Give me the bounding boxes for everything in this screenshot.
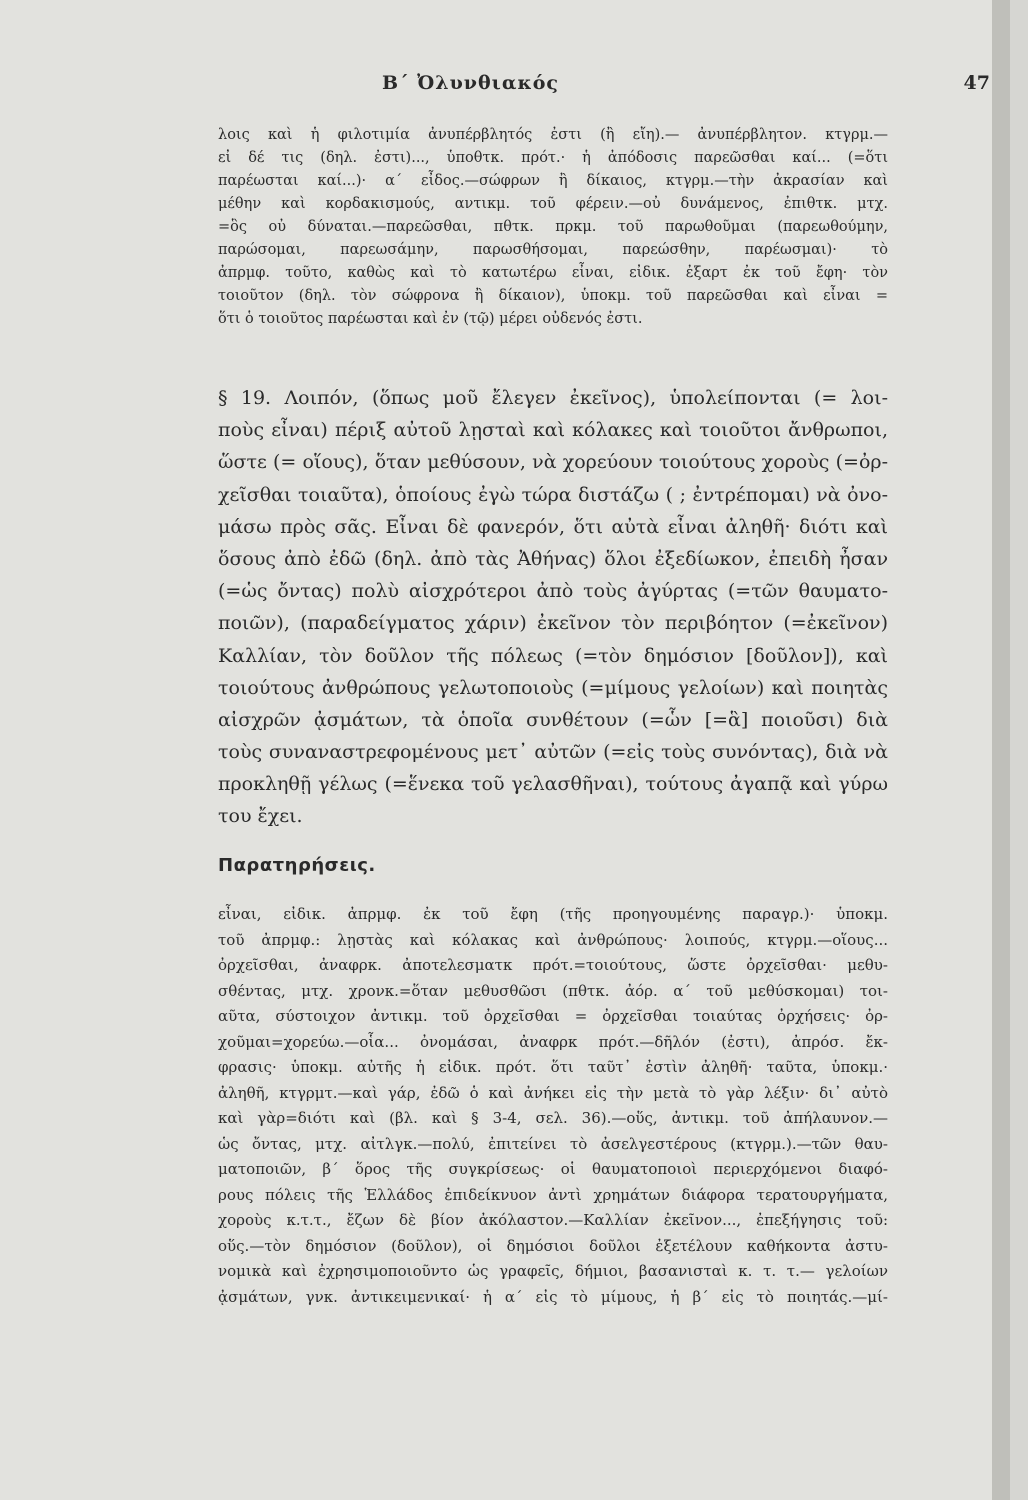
translation-line: μάσω πρὸς σᾶς. Εἶναι δὲ φανερόν, ὅτι αὐτὰ εἶναι ἀληθῆ· διότι καὶ bbox=[218, 515, 888, 538]
notes-line: αῦτα, σύστοιχον ἀντικμ. τοῦ ὀρχεῖσθαι = ὀρχεῖσθαι τοιαύτας ὀρχήσεις· ὀρ- bbox=[218, 1007, 888, 1025]
notes-line: σθέντας, μτχ. χρονκ.=ὅταν μεθυσθῶσι (πθτκ. ἀόρ. α΄ τοῦ μεθύσκομαι) τοι- bbox=[218, 981, 888, 1000]
notes-line: τοῦ ἀπρμφ.: λῃστὰς καὶ κόλακας καὶ ἀνθρώπους· λοιπούς, κτγρμ.—οἵους... bbox=[218, 930, 888, 949]
page-header bbox=[0, 72, 1010, 102]
notes-line: φρασις· ὑποκμ. αὐτῆς ἡ εἰδικ. πρότ. ὅτι ταῦτ᾿ ἐστὶν ἀληθῆ· ταῦτα, ὑποκμ.· bbox=[218, 1058, 888, 1076]
notes-line: εἶναι, εἰδικ. ἀπρμφ. ἐκ τοῦ ἔφη (τῆς προηγουμένης παραγρ.)· ὑποκμ. bbox=[218, 905, 888, 923]
commentary-line: =ὃς οὐ δύναται.—παρεῶσθαι, πθτκ. πρκμ. τοῦ παρωθοῦμαι (παρεωθούμην, bbox=[218, 219, 888, 235]
notes-line: χοῦμαι=χορεύω.—οἷα... ὀνομάσαι, ἀναφρκ πρότ.—δῆλόν (ἐστι), ἀπρόσ. ἔκ- bbox=[218, 1032, 888, 1051]
notes-line: ᾀσμάτων, γνκ. ἀντικειμενικαί· ἡ α΄ εἰς τὸ μίμους, ἡ β΄ εἰς τὸ ποιητάς.—μί- bbox=[218, 1287, 888, 1306]
translation-line: ὅσους ἀπὸ ἐδῶ (δηλ. ἀπὸ τὰς Ἀθήνας) ὅλοι ἐξεδίωκον, ἐπειδὴ ἦσαν bbox=[218, 547, 888, 570]
notes-line: χοροὺς κ.τ.τ., ἔζων δὲ βίον ἀκόλαστον.—Καλλίαν ἐκεῖνον..., ἐπεξήγησις τοῦ: bbox=[218, 1211, 888, 1229]
notes-line: οὕς.—τὸν δημόσιον (δοῦλον), οἱ δημόσιοι δοῦλοι ἐξετέλουν καθήκοντα ἀστυ- bbox=[218, 1236, 888, 1255]
notes-line: καὶ γὰρ=διότι καὶ (βλ. καὶ § 3-4, σελ. 36).—οὕς, ἀντικμ. τοῦ ἀπήλαυνον.— bbox=[218, 1109, 888, 1127]
notes-heading: Παρατηρήσεις. bbox=[218, 855, 376, 876]
translation-line: αἰσχρῶν ᾀσμάτων, τὰ ὁποῖα συνθέτουν (=ὧν [=ἃ] ποιοῦσι) διὰ bbox=[218, 708, 888, 731]
notes-line: ρους πόλεις τῆς Ἑλλάδος ἐπιδείκνυον ἀντὶ χρημάτων διάφορα τερατουργήματα, bbox=[218, 1185, 888, 1204]
commentary-line: λοις καὶ ἡ φιλοτιμία ἀνυπέρβλητός ἐστι (ἢ εἴη).— ἀνυπέρβλητον. κτγρμ.— bbox=[218, 127, 888, 143]
translation-line: τοιούτους ἀνθρώπους γελωτοποιοὺς (=μίμους γελοίων) καὶ ποιητὰς bbox=[218, 676, 888, 699]
translation-line: ὥστε (= οἵους), ὅταν μεθύσουν, νὰ χορεύουν τοιούτους χοροὺς (=ὀρ- bbox=[218, 451, 888, 474]
commentary-line: παρέωσται καί...)· α΄ εἶδος.—σώφρων ἢ δίκαιος, κτγρμ.—τὴν ἀκρασίαν καὶ bbox=[218, 173, 888, 189]
commentary-line: μέθην καὶ κορδακισμούς, αντικμ. τοῦ φέρειν.—οὐ δυνάμενος, ἐπιθτκ. μτχ. bbox=[218, 196, 888, 212]
commentary-line: εἰ δέ τις (δηλ. ἐστι)..., ὑποθτκ. πρότ.· ἡ ἀπόδοσις παρεῶσθαι καί... (=ὅτι bbox=[218, 150, 888, 166]
commentary-block bbox=[218, 124, 888, 331]
commentary-line: τοιοῦτον (δηλ. τὸν σώφρονα ἢ δίκαιον), ὑποκμ. τοῦ παρεῶσθαι καὶ εἶναι = bbox=[218, 288, 888, 304]
translation-line: ποιῶν), (παραδείγματος χάριν) ἐκεῖνον τὸν περιβόητον (=ἐκεῖνον) bbox=[218, 612, 888, 635]
notes-line: νομικὰ καὶ ἐχρησιμοποιοῦντο ὡς γραφεῖς, δήμιοι, βασανισταὶ κ. τ. τ.— γελοίων bbox=[218, 1262, 888, 1280]
notes-line: ὀρχεῖσθαι, ἀναφρκ. ἀποτελεσματκ πρότ.=τοιούτους, ὥστε ὀρχεῖσθαι· μεθυ- bbox=[218, 956, 888, 974]
notes-line: ἀληθῆ, κτγρμτ.—καὶ γάρ, ἐδῶ ὁ καὶ ἀνήκει εἰς τὴν μετὰ τὸ γὰρ λέξιν· δι᾿ αὐτὸ bbox=[218, 1083, 888, 1102]
notes-line: ματοποιῶν, β΄ ὅρος τῆς συγκρίσεως· οἱ θαυματοποιοὶ περιερχόμενοι διαφό- bbox=[218, 1160, 888, 1178]
translation-line: Καλλίαν, τὸν δοῦλον τῆς πόλεως (=τὸν δημόσιον [δοῦλον]), καὶ bbox=[218, 644, 888, 667]
notes-block bbox=[218, 902, 888, 1310]
notes-line: ὡς ὄντας, μτχ. αἰτλγκ.—πολύ, ἐπιτείνει τὸ ἀσελγεστέρους (κτγρμ.).—τῶν θαυ- bbox=[218, 1134, 888, 1153]
running-title: Β΄ Ὀλυνθιακός bbox=[382, 72, 559, 94]
translation-block bbox=[218, 382, 888, 833]
translation-line: (=ὡς ὄντας) πολὺ αἰσχρότεροι ἀπὸ τοὺς ἀγύρτας (=τῶν θαυματο- bbox=[218, 580, 888, 603]
translation-line: χεῖσθαι τοιαῦτα), ὁποίους ἐγὼ τώρα διστάζω ( ; ἐντρέπομαι) νὰ ὀνο- bbox=[218, 483, 888, 506]
translation-line: του ἔχει. bbox=[218, 805, 303, 828]
commentary-line: ἀπρμφ. τοῦτο, καθὼς καὶ τὸ κατωτέρω εἶναι, εἰδικ. ἐξαρτ ἐκ τοῦ ἔφη· τὸν bbox=[218, 265, 888, 281]
commentary-line: ὅτι ὁ τοιοῦτος παρέωσται καὶ ἐν (τῷ) μέρει οὐδενός ἐστι. bbox=[218, 311, 643, 327]
translation-line: ποὺς εἶναι) πέριξ αὐτοῦ λῃσταὶ καὶ κόλακες καὶ τοιοῦτοι ἄνθρωποι, bbox=[218, 419, 888, 442]
page-number: 47 bbox=[963, 72, 990, 94]
translation-line: τοὺς συναναστρεφομένους μετ᾿ αὐτῶν (=εἰς τοὺς συνόντας), διὰ νὰ bbox=[218, 741, 888, 764]
translation-line: § 19. Λοιπόν, (ὅπως μοῦ ἔλεγεν ἐκεῖνος), ὑπολείπονται (= λοι- bbox=[218, 387, 888, 409]
page-edge bbox=[992, 0, 1010, 1500]
translation-line: προκληθῇ γέλως (=ἕνεκα τοῦ γελασθῆναι), τούτους ἀγαπᾷ καὶ γύρω bbox=[218, 773, 888, 796]
commentary-line: παρώσομαι, παρεωσάμην, παρωσθήσομαι, παρεώσθην, παρέωσμαι)· τὸ bbox=[218, 242, 888, 258]
